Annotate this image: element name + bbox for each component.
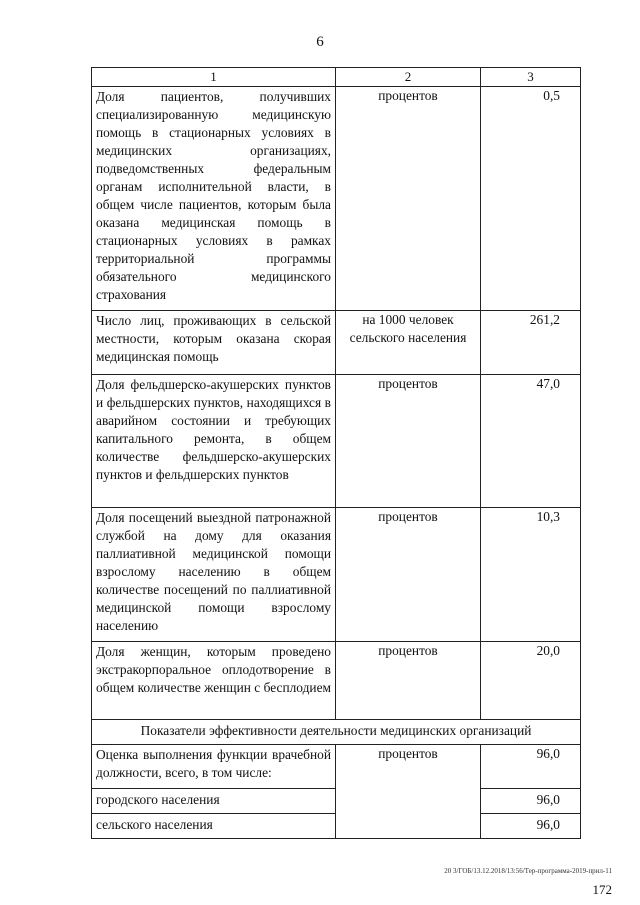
indicator-unit: процентов	[336, 375, 481, 508]
table-row	[92, 87, 581, 311]
indicator-value: 0,5	[481, 87, 581, 311]
header-col-1: 1	[92, 68, 336, 87]
indicator-name: Доля пациентов, получивших специализированную медицинскую помощь в стационарных условиях в медицинских организациях, подведомственных федеральным органам исполнительной власти, в общем числе пациентов, которым была оказана медицинская помощь в стационарных условиях в рамках территориальной программы обязательного медицинского страхования	[92, 87, 336, 311]
indicator-unit: процентов	[336, 508, 481, 642]
header-col-2: 2	[336, 68, 481, 87]
table-row	[92, 508, 581, 642]
page-number: 6	[316, 34, 324, 50]
indicator-name: Число лиц, проживающих в сельской местности, которым оказана скорая медицинская помощь	[92, 311, 336, 375]
indicator-name: Оценка выполнения функции врачебной должности, всего, в том числе:	[92, 745, 336, 789]
section-header-row	[92, 720, 581, 745]
section-title: Показатели эффективности деятельности медицинских организаций	[92, 720, 581, 745]
indicator-name: Доля посещений выездной патронажной службой на дому для оказания паллиативной медицинской помощи взрослому населению в общем количестве посещений по паллиативной медицинской помощи взрослому населению	[92, 508, 336, 642]
indicator-name: Доля женщин, которым проведено экстракорпоральное оплодотворение в общем количестве женщин с бесплодием	[92, 642, 336, 720]
indicator-name: Доля фельдшерско-акушерских пунктов и фельдшерских пунктов, находящихся в аварийном состоянии и требующих капитального ремонта, в общем количестве фельдшерско-акушерских пунктов и фельдшерских пунктов	[92, 375, 336, 508]
indicator-sub-name: сельского населения	[92, 814, 336, 839]
table-row	[92, 745, 581, 789]
indicator-value: 20,0	[481, 642, 581, 720]
indicator-value: 261,2	[481, 311, 581, 375]
indicator-value: 96,0	[481, 789, 581, 814]
header-col-3: 3	[481, 68, 581, 87]
document-footer-code: 20 3/ГОБ/13.12.2018/13:56/Тер-программа-2019-прил-11	[444, 867, 612, 875]
indicators-table	[91, 67, 581, 839]
table-header-row	[92, 68, 581, 87]
indicator-value: 10,3	[481, 508, 581, 642]
indicator-value: 47,0	[481, 375, 581, 508]
indicator-value: 96,0	[481, 814, 581, 839]
indicator-unit: на 1000 человек сельского населения	[336, 311, 481, 375]
indicator-unit: процентов	[336, 745, 481, 839]
table-row	[92, 311, 581, 375]
table-row	[92, 642, 581, 720]
sheet-number: 172	[592, 882, 612, 897]
indicator-unit: процентов	[336, 642, 481, 720]
table-row	[92, 375, 581, 508]
indicator-sub-name: городского населения	[92, 789, 336, 814]
indicator-unit: процентов	[336, 87, 481, 311]
indicator-value: 96,0	[481, 745, 581, 789]
